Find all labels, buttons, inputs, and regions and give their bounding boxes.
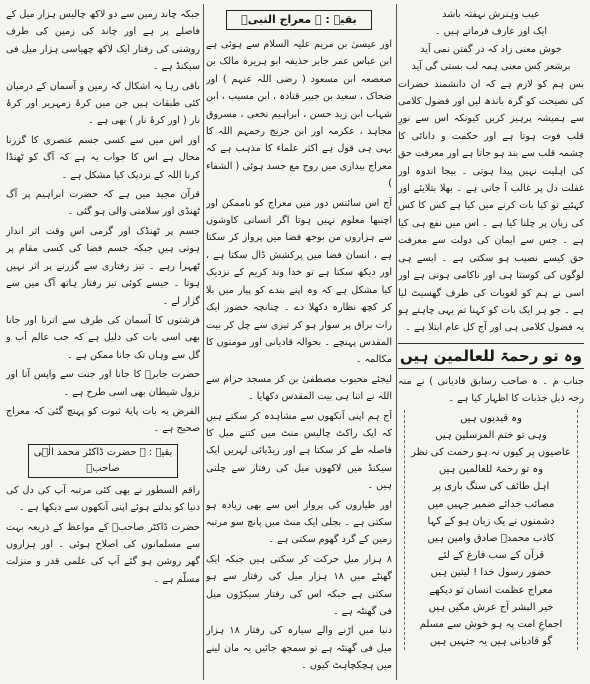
verse-line: مصائب خدائے ضمیر جہیں میں xyxy=(427,498,555,510)
article-paragraph: اور عیسیٰ بن مریم علیہ السلام سے ہوئی ہے ابن عباس عمر جابر حذیفہ ابو ہریرہ مالک بن صعصعہ ابن مسعود ( رضی اللہ عنہم ) اور ضحاک ، سعید بن جبیر قتادہ ، ابن مسیب ، ابن شہاب ابن زید حسن ، ابراہیم نخعی ، مسروق مجاہد ، عکرمہ اور ابن جریج رحمہم اللہ کا یہی ہی قول ہے اکثر علماء کا مذہب ہے کہ معراج بیداری میں روح مع جسد ہوئی ( الشفاء ) xyxy=(206,39,392,190)
verse-line: دشمنوں نے یک زبان ہو کے کہا xyxy=(427,515,555,527)
right-column xyxy=(398,6,584,678)
article-paragraph: حضرت جابرؓ کا جانا اور جنت سے واپس آنا اور نزول شیطان بھی اسی طرح ہے ۔ xyxy=(6,369,200,398)
miraj-heading: بقیہ : ۔ معراج النبیؐ xyxy=(226,10,372,30)
article-paragraph: دنیا میں اڑنے والے سیارہ کی رفتار ۱۸ ہزار میل فی گھنٹہ ہے تو سمجھ جائیں یہ مان لینے میں ہچکچاہٹ کیوں ۔ xyxy=(206,625,392,672)
column-divider-right xyxy=(396,4,397,680)
verse-line: گو قادیانی ہیں یہ جنہیں ہیں xyxy=(429,636,553,648)
verse-line: معراج عظمت انسان تو دیکھے xyxy=(429,584,553,596)
couplet-line: عیب وہنرش نہفتہ باشد xyxy=(442,9,540,20)
verse-line: اہل طائف کی سنگ باری پر xyxy=(432,481,550,493)
verse-line: قرآن کے سب فارغ کے لئے xyxy=(437,550,545,562)
verse-line: خیر البشر آج عرش مکیں ہیں xyxy=(428,601,554,613)
verse-line: اجماعِ امت پہ ہو خوش سے مسلم xyxy=(419,618,563,630)
article-paragraph: قرآن مجید میں ہے کہ حضرت ابراہیم پر آگ ٹھنڈی اور سلامتی والی ہو گئی ۔ xyxy=(6,189,200,218)
article-paragraph: آج ہم اپنی آنکھوں سے مشاہدہ کر سکتے ہیں کہ ایک راکٹ چالیس منٹ میں کتنے میل کا فاصلہ طے کر سکتا ہے اور ریڈیائی لہریں ایک سیکنڈ میں لاکھوں میل کی رفتار سے چلتی ہیں ۔ xyxy=(206,410,392,492)
opening-couplet xyxy=(398,6,584,76)
column-divider-left xyxy=(203,4,204,680)
article-paragraph: حضرت ڈاکٹر صاحبؒ کے مواعظ کے ذریعہ بہت سے مسلمانوں کی اصلاح ہوئی ۔ اور ہزاروں گھر روشن ہو گئے آپ کی علمی قدر و منزلت مسلّم ہے ۔ xyxy=(6,521,200,585)
verse-line: کاذب محمدؐ صادق وامین ہیں xyxy=(427,532,555,544)
couplet-line: برشعر کس معنی ہمہ لب بستی گی آید xyxy=(411,61,571,73)
article-paragraph: الفرض یہ بات پایۂ ثبوت کو پہنچ گئی کہ معراج صحیح ہے ۔ xyxy=(6,405,200,435)
article-paragraph: ۸ ہزار میل حرکت کر سکتی ہیں جبکہ ایک گھنٹے میں ۱۸ ہزار میل کی رفتار سے ہو سکتی ہے جبکہ اس کی رفتار سیکڑوں میل فی گھنٹہ ہے ۔ xyxy=(206,553,392,617)
article-paragraph: اور طیاروں کی پرواز اس سے بھی زیادہ ہو سکتی ہے ۔ بجلی ایک منٹ میں پانچ سو مرتبہ زمین کے گرد گھوم سکتی ہے ۔ xyxy=(206,499,392,546)
poem-byline: جناب م ۔ ہ صاحب رسابق قادیانی ) نے منہ رجہ ذیل جذبات کا اظہار کیا ہے ۔ xyxy=(398,375,584,405)
doctor-article-heading: بقیہ : ۔ حضرت ڈاکٹر محمد الٰہی صاحبؒ xyxy=(28,444,178,478)
verse-line: وہ قیدیوں ہیں xyxy=(460,412,522,424)
middle-column xyxy=(206,6,392,678)
couplet-line: ایک اور عارف فرماتے ہیں ۔ xyxy=(434,26,547,38)
poem-heading: وہ تو رحمۃ للعالمین ہیں xyxy=(398,343,584,369)
verse-line: حضور رسول خدا ! لیتین ہیں xyxy=(430,567,552,579)
verse-line: وہ تو رحمۃ للعالمین ہیں xyxy=(438,464,544,476)
article-paragraph: بس ہم کو لازم ہے کہ ان دانشمند حضرات کی نصیحت کو گرہ باندھ لیں اور فضول کلامی سے ہمیشہ پرہیز کریں کیونکہ اس سے نورِ قلب فوت ہوتا ہے اور حکمت و دانائی کا چشمہ قلب سے بند ہو جاتا ہے اور معرفت حق کی اہلیت نہیں پیدا ہوتی ۔ بیجا اندوہ اور غفلت دل پر غالب آ جاتی ہے ۔ بھلا بتلایئے اور کہئیے تو کیا بات کرنے میں کیا ہے کس کا کس کی زبان پر چلنا کیا ہے ۔ اس میں نفع ہی کیا ہے ۔ جس سے ایمان کی دولت سے معرفت حق کیسے نصیب ہو سکتی ہے ۔ ایسے ہی لوگوں کی کوستا ہی اور ناکامی ہوتی ہے اور اسی نے ہم کو لغویات کی طرف گھسیٹ لیا ہے ۔ جو ہر ایک بات کو کہنا تم یہی چاہتے ہو یہ فضول کلامی ہی اور آج کل عام ابتلا ہے ۔ xyxy=(398,78,584,334)
article-paragraph: باقی رہا یہ اشکال کہ زمین و آسمان کے درمیان کئی طبقات ہیں جن میں کرۂ زمہریر اور کرۂ نار ( اور کرۂ نار ) بھی ہے ۔ xyxy=(6,80,200,127)
poem-verse xyxy=(404,410,578,651)
article-paragraph: جسم پر ٹھنڈک اور گرمی اس وقت اثر انداز ہوتی ہیں جبکہ جسم فضا کی کسی مقام پر ٹھہرا رہے ۔ تیز رفتاری سے گزرنے پر اثر نہیں ہوتا ۔ جیسے کوئی تیز رفتار ہاتھ آگ میں سے گزار لے ۔ xyxy=(6,225,200,307)
article-paragraph: راقم السطور نے بھی کئی مرتبہ آپ کی دل کی دنیا کو بدلتے ہوئے اپنی آنکھوں سے دیکھا ہے ۔ xyxy=(6,484,200,514)
article-paragraph: جبکہ چاند زمین سے دو لاکھ چالیس ہزار میل کے فاصلے پر ہے اور چاند کی زمین کی طرف روشنی کی رفتار ایک لاکھ چھیاسی ہزار میل فی سیکنڈ ہے ۔ xyxy=(6,9,200,73)
article-paragraph: آج اس سائنس دور میں معراج کو ناممکن اور اچنبھا معلوم نہیں ہوتا اگر انسانی کاوشوں سے ہزاروں من بوجھ فضا میں پرواز کر سکتا ہے ، انسان فضا میں پرکشش ڈال سکتا ہے ، اور دیکھ سکتا ہے تو خدا وند کریم کے نزدیک کیا مشکل ہے کہ وہ اپنے بندے کو پیار میں بلا کر کچھ نظارہ دکھلا دے ۔ چنانچہ حضور ایک رات براق پر سوار ہو کر تیزی سے چل کر بیت المقدس پہنچے ۔ بحوالہ قادیانی اور مومنوں کا مکالمہ ۔ xyxy=(206,197,392,366)
article-paragraph: اور اس میں سے کسی جسم عنصری کا گزرنا محال ہے اس کا جواب یہ ہے کہ آگ کو ٹھنڈا کرنا اللہ کے نزدیک کیا مشکل ہے ۔ xyxy=(6,134,200,181)
verse-line: وہی تو ختم المرسلین ہیں xyxy=(435,429,547,441)
couplet-line: خوش معنی زاد کہ در گفتن نمی آید xyxy=(420,43,562,55)
article-paragraph: لیجئے محبوب مصطفیٰ بن کر مسجد حرام سے اللہ نے اتنا ہی بیت المقدس دکھایا ۔ xyxy=(206,373,392,403)
left-column xyxy=(6,6,200,678)
article-paragraph: فرشتوں کا آسمان کی طرف سے اترنا اور جانا بھی اسی بات کی دلیل ہے کہ جب عالم آب و گل سے وہاں تک جانا ممکن ہے ۔ xyxy=(6,314,200,361)
verse-line: عاصیوں پر کیوں نہ ہو رحمت کی نظر xyxy=(411,446,571,458)
